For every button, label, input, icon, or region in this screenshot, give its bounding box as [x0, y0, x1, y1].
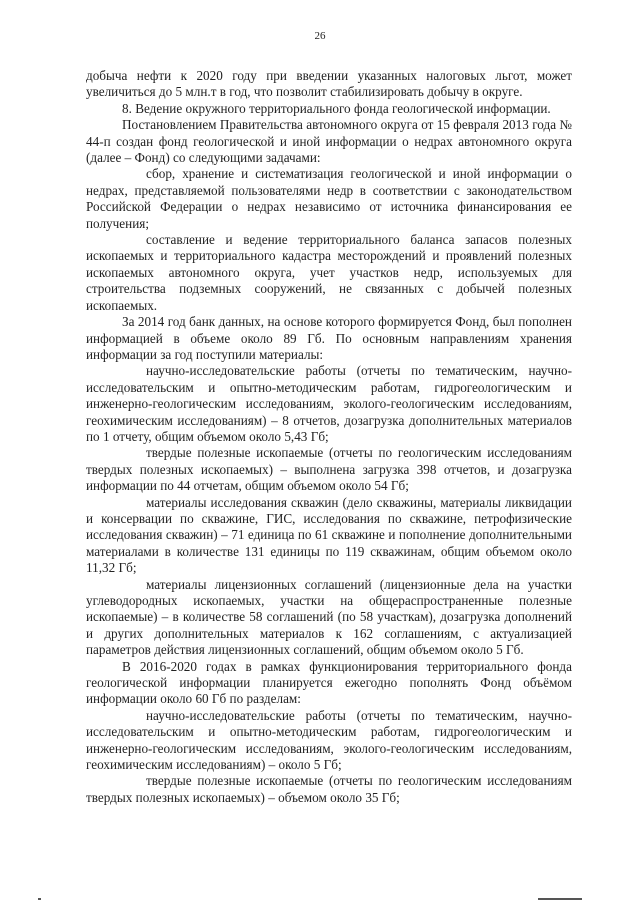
scan-mark [38, 898, 41, 900]
paragraph: Постановлением Правительства автономного округа от 15 февраля 2013 года № 44-п создан фонд геологической и иной информации о недрах автономного округа (далее – Фонд) со следующими задачами: [86, 117, 572, 166]
section-heading: 8. Ведение окружного территориального фонда геологической информации. [122, 100, 551, 116]
list-item: твердые полезные ископаемые (отчеты по геологическим исследованиям твердых полезных ископаемых) – выполнена загрузка 398 отчетов, и дозагрузка информации по 44 отчетам, общим объемом около 54 Гб; [86, 445, 572, 494]
paragraph: В 2016-2020 годах в рамках функционирования территориального фонда геологической информации планируется ежегодно пополнять Фонд объёмом информации около 60 Гб по разделам: [86, 658, 572, 707]
scan-mark [538, 898, 582, 900]
page-number: 26 [314, 30, 326, 42]
list-item: составление и ведение территориального баланса запасов полезных ископаемых и территориального кадастра месторождений и проявлений полезных ископаемых автономного округа, учет участков недр, используемых для строительства подземных сооружений, не связанных с добычей полезных ископаемых. [86, 232, 572, 313]
list-item: научно-исследовательские работы (отчеты по тематическим, научно-исследовательским и опытно-методическим работам, гидрогеологическим и инженерно-геологическим исследованиям, эколого-геологическим исследованиям, геохимическим исследованиям) – около 5 Гб; [86, 707, 572, 773]
list-item: сбор, хранение и систематизация геологической и иной информации о недрах, представляемой пользователями недр в соответствии с законодательством Российской Федерации о недрах независимо от источника финансирования ее получения; [86, 166, 572, 231]
list-item: научно-исследовательские работы (отчеты по тематическим, научно-исследовательским и опытно-методическим работам, гидрогеологическим и инженерно-геологическим исследованиям, эколого-геологическим исследованиям, геохимическим исследованиям) – 8 отчетов, дозагрузка дополнительных материалов по 1 отчету, общим объемом около 5,43 Гб; [86, 363, 572, 444]
list-item: материалы исследования скважин (дело скважины, материалы ликвидации и консервации по скважине, ГИС, исследования по скважине, петрофизические исследования скважин) – 71 единица по 61 скважине и пополнение дополнительными материалами в количестве 131 единицы по 119 скважинам, общим объемом около 11,32 Гб; [86, 494, 572, 576]
paragraph: добыча нефти к 2020 году при введении указанных налоговых льгот, может увеличиться до 5 млн.т в год, что позволит стабилизировать добычу в округе. [86, 68, 572, 100]
document-body [86, 68, 572, 806]
list-item: твердые полезные ископаемые (отчеты по геологическим исследованиям твердых полезных ископаемых) – объемом около 35 Гб; [86, 773, 572, 805]
paragraph: За 2014 год банк данных, на основе которого формируется Фонд, был пополнен информацией в объеме около 89 Гб. По основным направлениям хранения информации за год поступили материалы: [86, 314, 572, 362]
list-item: материалы лицензионных соглашений (лицензионные дела на участки углеводородных ископаемых, участки на общераспространенные полезные ископаемые) – в количестве 58 соглашений (по 58 участкам), дозагрузка дополнений и других дополнительных материалов к 162 соглашениям, с актуализацией параметров действия лицензионных соглашений, общим объемом около 5 Гб. [86, 576, 572, 658]
